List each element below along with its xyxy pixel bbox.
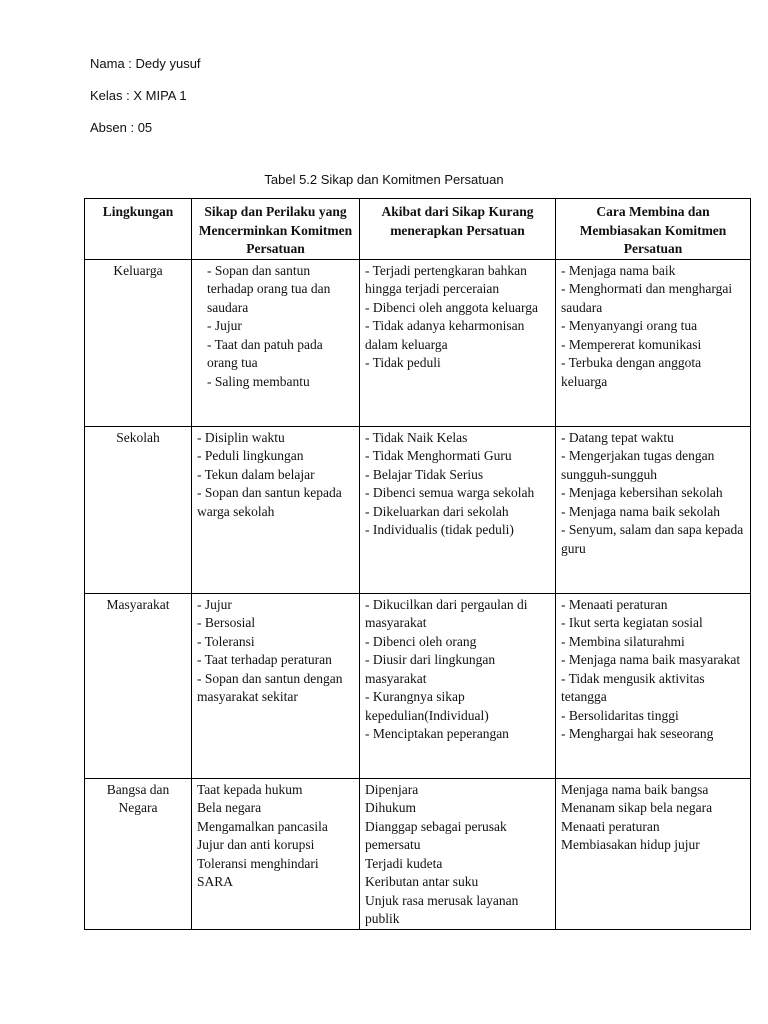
table-caption: Tabel 5.2 Sikap dan Komitmen Persatuan (264, 172, 504, 187)
list-item: Taat kepada hukum (197, 781, 303, 797)
list-item: - Menjaga nama baik masyarakat (561, 652, 741, 667)
list-item: - Sopan dan santun terhadap orang tua dan saudara (207, 262, 331, 315)
cell-sikap (192, 426, 360, 593)
list-item: - Tidak adanya keharmonisan dalam keluarga (365, 318, 525, 352)
header-sikap: Sikap dan Perilaku yang Mencerminkan Komitmen Persatuan (192, 199, 360, 260)
list-item: - Tidak Naik Kelas (365, 429, 468, 445)
list-item: - Menghormati dan menghargai saudara (561, 281, 733, 315)
header-cara: Cara Membina dan Membiasakan Komitmen Persatuan (556, 199, 751, 260)
list-item: - Dibenci oleh orang (365, 633, 477, 649)
list-item: - Menjaga nama baik sekolah (561, 503, 720, 519)
list-item: Jujur dan anti korupsi (197, 837, 315, 852)
cell-cara (556, 778, 751, 929)
list-item: - Tidak peduli (365, 355, 441, 370)
list-item: - Tidak Menghormati Guru (365, 448, 512, 463)
student-class: Kelas : X MIPA 1 (90, 88, 187, 103)
list-item: - Taat terhadap peraturan (197, 652, 332, 667)
list-item: - Menciptakan peperangan (365, 726, 509, 741)
cell-cara (556, 426, 751, 593)
list-item: - Datang tepat waktu (561, 429, 674, 445)
list-item: - Tidak mengusik aktivitas tetangga (561, 670, 705, 704)
commitment-table (84, 198, 751, 930)
list-item: - Jujur (197, 596, 232, 612)
list-item: - Kurangnya sikap kepedulian(Individual) (365, 689, 489, 723)
header-lingkungan: Lingkungan (85, 199, 192, 260)
list-item: - Menghargai hak seseorang (561, 726, 714, 741)
list-item: - Diusir dari lingkungan masyarakat (365, 652, 496, 686)
cell-akibat (360, 593, 556, 778)
cell-cara (556, 593, 751, 778)
cell-env: Bangsa dan Negara (85, 778, 192, 929)
list-item: - Toleransi (197, 633, 255, 649)
cell-env: Sekolah (85, 426, 192, 593)
table-row (85, 259, 751, 426)
table-header-row (85, 199, 751, 260)
list-item: - Dibenci semua warga sekolah (365, 485, 535, 500)
list-item: - Belajar Tidak Serius (365, 466, 484, 482)
list-item: Keributan antar suku (365, 874, 479, 889)
list-item: Menjaga nama baik bangsa (561, 781, 709, 797)
list-item: - Membina silaturahmi (561, 633, 685, 649)
list-item: - Terjadi pertengkaran bahkan hingga terjadi perceraian (365, 262, 527, 296)
table-row (85, 426, 751, 593)
student-absen: Absen : 05 (90, 120, 153, 135)
list-item: - Disiplin waktu (197, 429, 285, 445)
table-row (85, 778, 751, 929)
list-item: - Sopan dan santun dengan masyarakat sekitar (197, 670, 343, 704)
student-name: Nama : Dedy yusuf (90, 56, 201, 71)
list-item: Bela negara (197, 800, 262, 815)
list-item: Terjadi kudeta (365, 855, 443, 871)
header-akibat: Akibat dari Sikap Kurang menerapkan Persatuan (360, 199, 556, 260)
list-item: - Individualis (tidak peduli) (365, 522, 514, 537)
cell-akibat (360, 259, 556, 426)
list-item: - Senyum, salam dan sapa kepada guru (561, 522, 744, 556)
list-item: Dianggap sebagai perusak pemersatu (365, 818, 507, 852)
cell-cara (556, 259, 751, 426)
list-item: - Tekun dalam belajar (197, 466, 315, 482)
list-item: Toleransi menghindari SARA (197, 855, 319, 889)
cell-env: Masyarakat (85, 593, 192, 778)
list-item: Membiasakan hidup jujur (561, 837, 700, 852)
list-item: - Menjaga kebersihan sekolah (561, 485, 723, 500)
list-item: - Saling membantu (207, 373, 310, 389)
list-item: - Bersolidaritas tinggi (561, 707, 679, 723)
list-item: - Ikut serta kegiatan sosial (561, 615, 703, 630)
list-item: - Sopan dan santun kepada warga sekolah (197, 485, 342, 519)
list-item: Menaati peraturan (561, 818, 660, 834)
list-item: Dihukum (365, 800, 417, 815)
list-item: - Terbuka dengan anggota keluarga (561, 355, 702, 389)
cell-sikap (192, 593, 360, 778)
list-item: - Mempererat komunikasi (561, 336, 702, 352)
list-item: - Dibenci oleh anggota keluarga (365, 299, 538, 315)
cell-akibat (360, 426, 556, 593)
list-item: - Dikeluarkan dari sekolah (365, 503, 509, 519)
list-item: - Bersosial (197, 615, 256, 630)
table-row (85, 593, 751, 778)
cell-akibat (360, 778, 556, 929)
list-item: - Menaati peraturan (561, 596, 668, 612)
list-item: Dipenjara (365, 781, 419, 797)
list-item: - Menjaga nama baik (561, 262, 676, 278)
list-item: - Peduli lingkungan (197, 448, 304, 463)
list-item: - Dikucilkan dari pergaulan di masyarakat (365, 596, 528, 630)
list-item: Unjuk rasa merusak layanan publik (365, 892, 519, 926)
list-item: Mengamalkan pancasila (197, 818, 328, 834)
cell-sikap (192, 259, 360, 426)
list-item: - Mengerjakan tugas dengan sungguh-sungguh (561, 448, 715, 482)
cell-sikap (192, 778, 360, 929)
list-item: - Jujur (207, 318, 242, 333)
cell-env: Keluarga (85, 259, 192, 426)
list-item: Menanam sikap bela negara (561, 800, 713, 815)
list-item: - Menyanyangi orang tua (561, 318, 698, 333)
list-item: - Taat dan patuh pada orang tua (207, 336, 323, 370)
